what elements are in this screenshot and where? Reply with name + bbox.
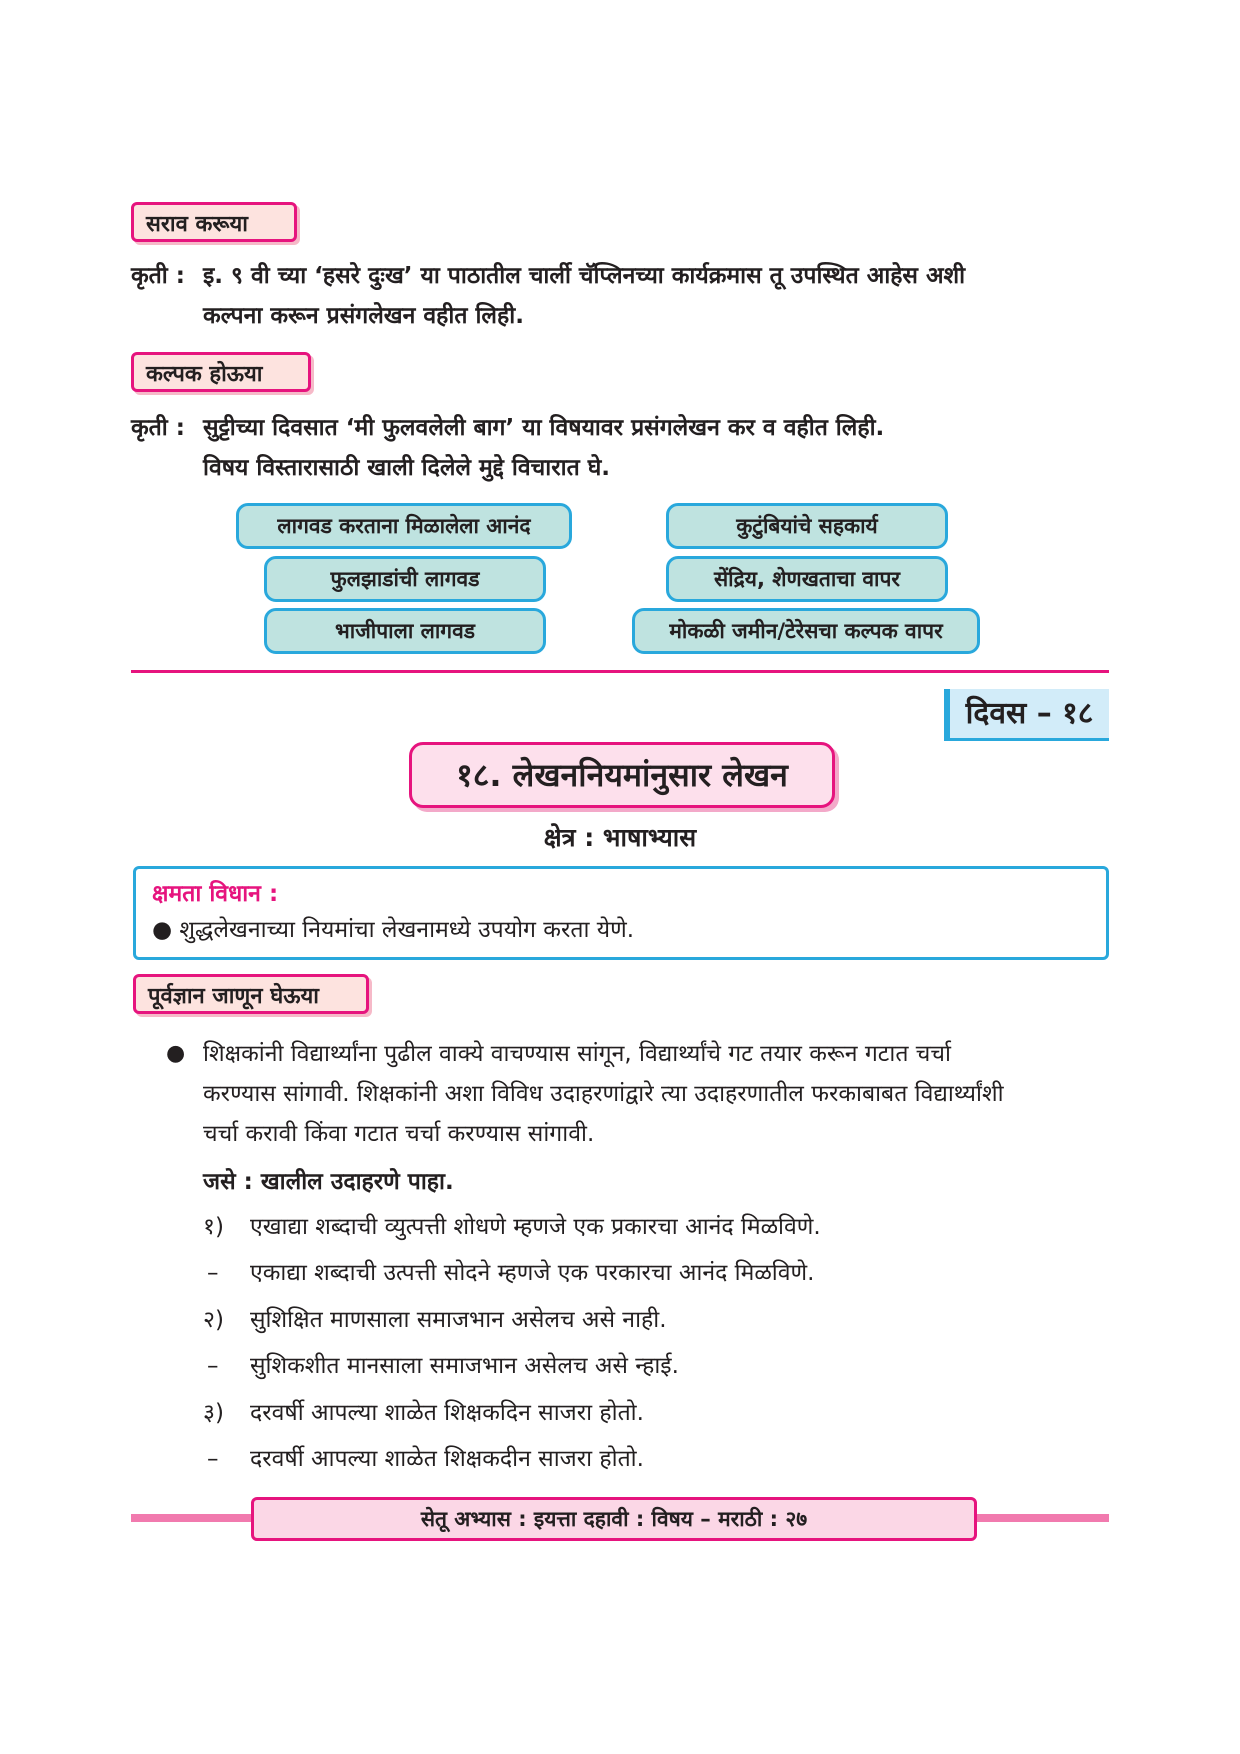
point-pill: भाजीपाला लागवड [264,608,546,654]
bullet-dot: ● [152,917,180,943]
point-pill: सेंद्रिय, शेणखताचा वापर [666,556,948,602]
point-pill: कुटुंबियांचे सहकार्य [666,503,948,549]
kalpak-tag: कल्पक होऊया [131,352,311,392]
example-text: एखाद्या शब्दाची व्युत्पत्ती शोधणे म्हणजे एक प्रकारचा आनंद मिळविणे. [250,1214,821,1240]
chapter-area: क्षेत्र : भाषाभ्यास [543,823,697,852]
example-text: एकाद्या शब्दाची उत्पत्ती सोदने म्हणजे एक परकारचा आनंद मिळविणे. [250,1260,815,1286]
sarav-task-line2: कल्पना करून प्रसंगलेखन वहीत लिही. [203,303,524,329]
purvadnyan-tag: पूर्वज्ञान जाणून घेऊया [133,974,369,1014]
bullet-dot: ● [166,1041,186,1066]
example-marker: – [207,1446,219,1472]
example-marker: – [207,1260,219,1286]
example-marker: – [207,1353,219,1379]
example-text: दरवर्षी आपल्या शाळेत शिक्षकदीन साजरा होतो. [250,1446,644,1472]
kalpak-task-label: कृती : [131,415,185,441]
sarav-task-label: कृती : [131,263,185,289]
kshamata-box [133,866,1109,960]
sarav-task-line1: इ. ९ वी च्या ‘हसरे दुःख’ या पाठातील चार्ली चॅप्लिनच्या कार्यक्रमास तू उपस्थित आहेस अशी [203,263,966,289]
sarav-tag: सराव करूया [131,202,297,242]
chapter-title: १८. लेखननियमांनुसार लेखन [409,742,835,808]
example-text: दरवर्षी आपल्या शाळेत शिक्षकदिन साजरा होतो. [250,1400,644,1426]
point-pill: फुलझाडांची लागवड [264,556,546,602]
kshamata-heading: क्षमता विधान : [152,881,279,907]
example-text: सुशिक्षित माणसाला समाजभान असेलच असे नाही. [250,1307,667,1333]
examples-heading: जसे : खालील उदाहरणे पाहा. [203,1169,454,1195]
example-text: सुशिकशीत मानसाला समाजभान असेलच असे न्हाई. [250,1353,679,1379]
footer-label: सेतू अभ्यास : इयत्ता दहावी : विषय – मराठी : २७ [251,1497,977,1541]
point-pill: लागवड करताना मिळालेला आनंद [236,503,572,549]
example-marker: २) [203,1307,224,1333]
example-marker: १) [203,1214,224,1240]
example-marker: ३) [203,1400,224,1426]
day-label: दिवस – १८ [944,689,1109,741]
kalpak-task-line2: विषय विस्तारासाठी खाली दिलेले मुद्दे विचारात घे. [203,455,611,481]
kshamata-bullet-row [152,913,634,947]
section-divider [131,670,1109,673]
point-pill: मोकळी जमीन/टेरेसचा कल्पक वापर [632,608,980,654]
purvadnyan-para-line2: करण्यास सांगावी. शिक्षकांनी अशा विविध उदाहरणांद्वारे त्या उदाहरणातील फरकाबाबत विद्यार्थ्यांशी [203,1081,1004,1107]
purvadnyan-para-line3: चर्चा करावी किंवा गटात चर्चा करण्यास सांगावी. [203,1121,595,1147]
purvadnyan-para-line1: शिक्षकांनी विद्यार्थ्यांना पुढील वाक्ये वाचण्यास सांगून, विद्यार्थ्यांचे गट तयार करून गटात चर्चा [203,1041,951,1067]
kshamata-bullet: शुद्धलेखनाच्या नियमांचा लेखनामध्ये उपयोग करता येणे. [179,917,635,943]
kalpak-task-line1: सुट्टीच्या दिवसात ‘मी फुलवलेली बाग’ या विषयावर प्रसंगलेखन कर व वहीत लिही. [203,415,885,441]
